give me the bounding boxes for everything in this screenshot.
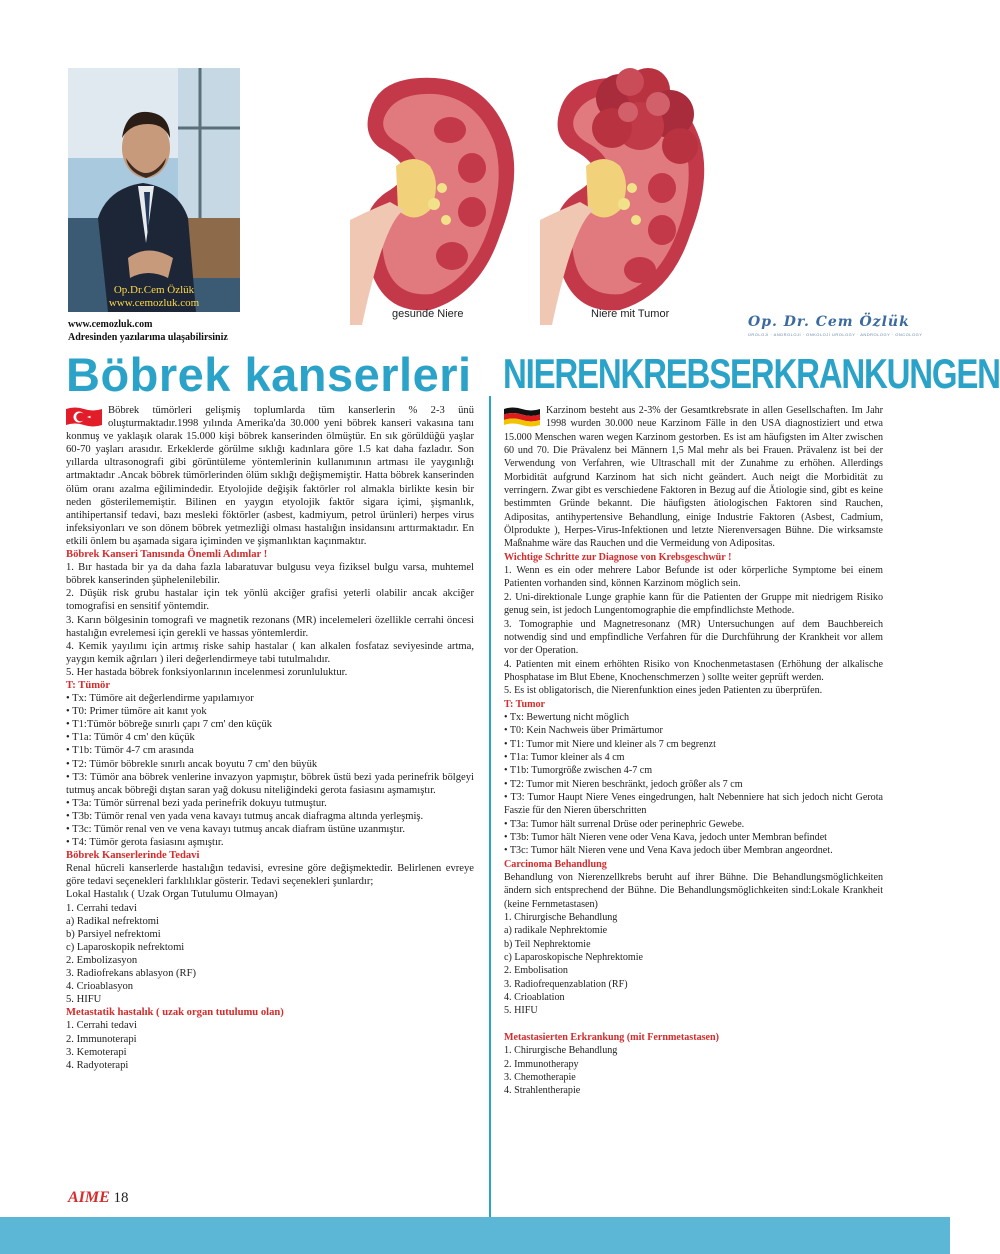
tr-tumor-heading: T: Tümör: [66, 679, 111, 691]
tr-tumor-item: • T1b: Tümör 4-7 cm arasında: [66, 745, 194, 757]
de-metastatic-item: 1. Chirurgische Behandlung: [504, 1045, 618, 1057]
tr-treatment-item: 2. Embolizasyon: [66, 954, 138, 966]
tumor-kidney: [540, 68, 704, 325]
de-tumor-item: • T0: Kein Nachweis über Primärtumor: [504, 725, 663, 737]
tr-tumor-item: • T3b: Tümör renal ven yada vena kavayı tutmuş ancak diafragma altında yerleşmiş.: [66, 810, 424, 822]
author-photo: [68, 68, 240, 312]
author-name: Op.Dr.Cem Özlük: [113, 284, 195, 296]
column-divider: [489, 396, 491, 1217]
de-diagnosis-heading: Wichtige Schritte zur Diagnose von Krebsgeschwür !: [504, 551, 732, 563]
label-tumor-kidney: Niere mit Tumor: [591, 308, 670, 320]
tr-diagnosis-item: 2. Düşük risk grubu hastalar için tek yönlü akciğer grafisi yeterli olabilir ancak akciğer tomografisi en sensitif yöntemdir.: [66, 588, 474, 613]
tr-treatment-item: b) Parsiyel nefrektomi: [66, 928, 161, 940]
tr-metastatic-item: 2. Immunoterapi: [66, 1033, 137, 1045]
footer-bar: [0, 1217, 950, 1254]
tr-treatment-item: a) Radikal nefrektomi: [66, 915, 159, 927]
tr-tumor-item: • T1a: Tümör 4 cm' den küçük: [66, 732, 195, 744]
tr-treatment-item: 1. Cerrahi tedavi: [66, 902, 137, 914]
de-treatment-item: 1. Chirurgische Behandlung: [504, 912, 618, 924]
de-treatment-item: b) Teil Nephrektomie: [504, 938, 591, 950]
de-diagnosis-item: 3. Tomographie und Magnetresonanz (MR) Untersuchungen auf dem Bauchbereich notwendig sind und empfindliche Verfahren für die Durchführung der Krankheit vor allem vor der Operation.: [504, 618, 883, 657]
tr-treatment-item: 4. Crioablasyon: [66, 981, 134, 993]
page-number: 18: [113, 1190, 129, 1206]
de-tumor-item: • T3: Tumor Haupt Niere Venes eingedrungen, halt Nebenniere hat sich jedoch nicht Gerota Faszie für den Nieren überschritten: [504, 791, 883, 817]
tr-intro: Böbrek tümörleri gelişmiş toplumlarda tüm kanserlerin % 2-3 ünü oluşturmaktadır.1998 yılında Amerika'da 30.000 yeni böbrek kanseri vakasına tanı konmuş ve yaklaşık olarak 15.000 kişi böbrek kanserinden ölmüştür. En sık görüldüğü yaşlar 60-70 yaşları arasıdır. Erkeklerde görülme sıklığı kadınlara göre 1.5 kat daha fazladır. Son yıllarda ultrasonografi gibi görüntüleme yöntemlerinin kullanımının artması ile yaygınlığı artmaktadır .Ancak böbrek tümörlerinden ölüm sıklığı değişmemiştir. Hatta böbrek kanserinden ölüm oranı azalma eğilimindedir. Etyolojide değişik faktörler rol almakla birlikte kesin bir neden gösterilememiştir. Bilinen en yaygın etyolojik faktör sigara içimi, şişmanlık, antihipertansif tedavi, bazı mesleki föktörler (asbest, kadmiyum, petrol ürünleri) herpes virus infeksiyonları ve son dönem böbrek yetmezliği olması hastalığın insidansını arttırmaktadır. En etkili önlem bu aşamada sigara içiminden ve şişmanlıktan kaçınmaktır.: [66, 405, 474, 547]
de-tumor-item: • T3c: Tumor hält Nieren vene und Vena Kava jedoch über Membran angeordnet.: [504, 845, 833, 857]
de-tumor-item: • Tx: Bewertung nicht möglich: [504, 711, 630, 723]
tr-tumor-item: • T3c: Tümör renal ven ve vena kavayı tutmuş ancak diafram üstüne uzanmıştır.: [66, 824, 405, 835]
de-treatment-item: 2. Embolisation: [504, 965, 568, 977]
tr-tumor-item: • T0: Primer tümöre ait kanıt yok: [66, 706, 207, 718]
tr-treatment-item: Lokal Hastalık ( Uzak Organ Tutulumu Olmayan): [66, 889, 278, 901]
tr-treatment-item: 5. HIFU: [66, 994, 102, 1006]
column-turkish: [66, 404, 474, 1072]
de-diagnosis-item: 4. Patienten mit einem erhöhten Risiko von Knochenmetastasen (Erhöhung der alkalische Phosphatase im Blut Ebene, Knochenschmerzen ) sollte weiter geprüft werden.: [504, 658, 883, 683]
website-note: [68, 318, 228, 344]
de-treatment-intro: Behandlung von Nierenzellkrebs beruht auf ihrer Bühne. Die Behandlungsmöglichkeiten ändern sich entsprechend der Bühne. Die Behandlungsmöglichkeiten sind:Lokale Krankheit (keine Fernmetastasen): [504, 872, 883, 910]
tr-tumor-item: • T1:Tümör böbreğe sınırlı çapı 7 cm' den küçük: [66, 719, 273, 731]
de-metastatic-heading: Metastasierten Erkrankung (mit Fernmetastasen): [504, 1031, 720, 1043]
website-tagline: Adresinden yazılarıma ulaşabilirsiniz: [68, 332, 228, 343]
signature-subtitle: ÜROLOJİ · ANDROLOJİ · ONKOLOJİ UROLOGY · ANDROLOGY · ONCOLOGY: [748, 332, 923, 337]
de-intro: Karzinom besteht aus 2-3% der Gesamtkrebsrate in allen Gesellschaften. Im Jahr 1998 wurden 30.000 neue Karzinom Fälle in den USA diagnostiziert und etwa 15.000 Menschen waren wegen Karzinom gestorben. Es ist am häufigsten im Alter zwischen 60 und 70. Die Prävalenz bei Männern 1,5 Mal mehr als bei Frauen. Prävalenz ist bei der Verwendung von Verfahren, wie Ultraschall mit der Zunahme zu erhöhen. Allerdings Morbidität aufgrund Karzinom hat sich nicht geändert. Auch neigt die Morbidität zu verringern. Zwar gibt es verschiedene Faktoren in Bezug auf die Ätiologie sind, gibt es keine bestimmten Gründe bekannt. Die häufigsten ätiologischen Faktoren sind Rauchen, Adipositas, antihypertensive Behandlung, einige Industrie Faktoren (Asbest, Cadmium, Ölprodukte ), Herpes-Virus-Infektionen und letzte Nierenversagen Bühne. Die wirksamste Maßnahme wäre das Rauchen und die Vermeidung von Adipositas.: [504, 405, 883, 550]
tr-diagnosis-item: 3. Karın bölgesinin tomografi ve magnetik rezonans (MR) incelemeleri özellikle cerrahi öncesi hastalığın evrelemesi için gerekli ve hassas yöntemlerdir.: [66, 614, 474, 639]
tr-metastatic-item: 1. Cerrahi tedavi: [66, 1020, 137, 1032]
tr-tumor-item: • T4: Tümör gerota fasiasını aşmıştır.: [66, 837, 224, 849]
de-treatment-heading: Carcinoma Behandlung: [504, 858, 607, 870]
tr-metastatic-item: 4. Radyoterapi: [66, 1059, 129, 1071]
spacer: [504, 1018, 883, 1031]
de-diagnosis-item: 2. Uni-direktionale Lunge graphie kann für die Patienten der Gruppe mit niedrigem Risiko genug sein, ist jedoch Lungentomographie die empfindlichste Methode.: [504, 591, 883, 617]
tr-treatment-heading: Böbrek Kanserlerinde Tedavi: [66, 850, 200, 862]
healthy-kidney: [350, 78, 514, 325]
de-tumor-item: • T3a: Tumor hält surrenal Drüse oder perinephric Gewebe.: [504, 818, 745, 830]
signature-logo: Op. Dr. Cem Özlük: [748, 314, 910, 330]
label-healthy-kidney: gesunde Niere: [392, 308, 464, 320]
de-treatment-item: 5. HIFU: [504, 1005, 538, 1017]
tr-diagnosis-heading: Böbrek Kanseri Tanısında Önemli Adımlar !: [66, 549, 268, 561]
title-german: NIERENKREBSERKRANKUNGEN: [503, 350, 1000, 397]
author-photo-caption: [68, 284, 240, 310]
tr-treatment-item: c) Laparoskopik nefrektomi: [66, 941, 185, 953]
kidney-illustration: [350, 70, 700, 325]
de-tumor-item: • T1a: Tumor kleiner als 4 cm: [504, 751, 625, 763]
tr-metastatic-item: 3. Kemoterapi: [66, 1046, 127, 1058]
de-diagnosis-item: 1. Wenn es ein oder mehrere Labor Befunde ist oder körperliche Symptome bei einem Patienten vorhanden sind, können Karzinom möglich sein.: [504, 565, 883, 590]
website-url[interactable]: www.cemozluk.com: [68, 319, 153, 330]
germany-flag-icon: [504, 406, 540, 428]
column-german: [504, 404, 883, 1098]
tr-diagnosis-item: 1. Bır hastada bir ya da daha fazla labaratuvar bulgusu veya fiziksel bulgu varsa, muhtemel böbrek kanserinden şüphelenilebilir.: [66, 562, 474, 587]
tr-treatment-item: 3. Radiofrekans ablasyon (RF): [66, 968, 197, 980]
tr-diagnosis-item: 5. Her hastada böbrek fonksiyonlarının incelenmesi zorunluluktur.: [66, 666, 348, 678]
de-treatment-item: 3. Radiofrequenzablation (RF): [504, 978, 628, 990]
de-metastatic-item: 2. Immunotherapy: [504, 1058, 579, 1070]
title-turkish: Böbrek kanserleri: [66, 348, 472, 401]
de-treatment-item: a) radikale Nephrektomie: [504, 925, 608, 937]
tr-tumor-item: • T2: Tümör böbrekle sınırlı ancak boyutu 7 cm' den büyük: [66, 758, 318, 770]
de-treatment-item: 4. Crioablation: [504, 992, 565, 1004]
tr-metastatic-heading: Metastatik hastalık ( uzak organ tutulumu olan): [66, 1007, 284, 1019]
author-site: www.cemozluk.com: [108, 297, 200, 309]
de-tumor-item: • T3b: Tumor hält Nieren vene oder Vena Kava, jedoch unter Membran befindet: [504, 832, 827, 843]
tr-diagnosis-item: 4. Kemik yayılımı için artmış riske sahip hastalar ( kan alkalen fosfataz seviyesinde artma, yaygın kemik ağrıları ) ileri değerlendirmeye tabi tutulmalıdır.: [66, 640, 474, 665]
magazine-logo: AIME: [68, 1189, 110, 1206]
tr-treatment-intro: Renal hücreli kanserlerde hastalığın tedavisi, evresine göre değişmektedir. Belirlenen evreye göre tedavi seçenekleri farklılıklar gösterir. Tedavi seçenekleri şunlardır;: [66, 863, 474, 888]
de-tumor-heading: T: Tumor: [504, 698, 546, 710]
de-tumor-item: • T2: Tumor mit Nieren beschränkt, jedoch größer als 7 cm: [504, 778, 743, 790]
de-metastatic-item: 4. Strahlentherapie: [504, 1085, 581, 1097]
de-metastatic-item: 3. Chemotherapie: [504, 1071, 576, 1083]
de-tumor-item: • T1: Tumor mit Niere und kleiner als 7 cm begrenzt: [504, 738, 716, 750]
tr-tumor-item: • T3a: Tümör sürrenal bezi yada perinefrik dokuyu tutmuştur.: [66, 797, 327, 809]
de-treatment-item: c) Laparoskopische Nephrektomie: [504, 952, 644, 964]
de-tumor-item: • T1b: Tumorgröße zwischen 4-7 cm: [504, 765, 653, 777]
turkey-flag-icon: [66, 406, 102, 428]
page-footer-number: [68, 1189, 129, 1207]
author-photo-illustration: [68, 68, 240, 312]
tr-tumor-item: • Tx: Tümöre ait değerlendirme yapılamıyor: [66, 693, 254, 705]
de-diagnosis-item: 5. Es ist obligatorisch, die Nierenfunktion eines jeden Patienten zu überprüfen.: [504, 685, 823, 697]
tr-tumor-item: • T3: Tümör ana böbrek venlerine invazyon yapmıştır, böbrek üstü bezi yada perinefrik bölgeyi tutmuş ancak böbreği dıştan saran yağ dokusu niteliğindeki gerota fasiasını aşmamıştır.: [66, 771, 474, 796]
